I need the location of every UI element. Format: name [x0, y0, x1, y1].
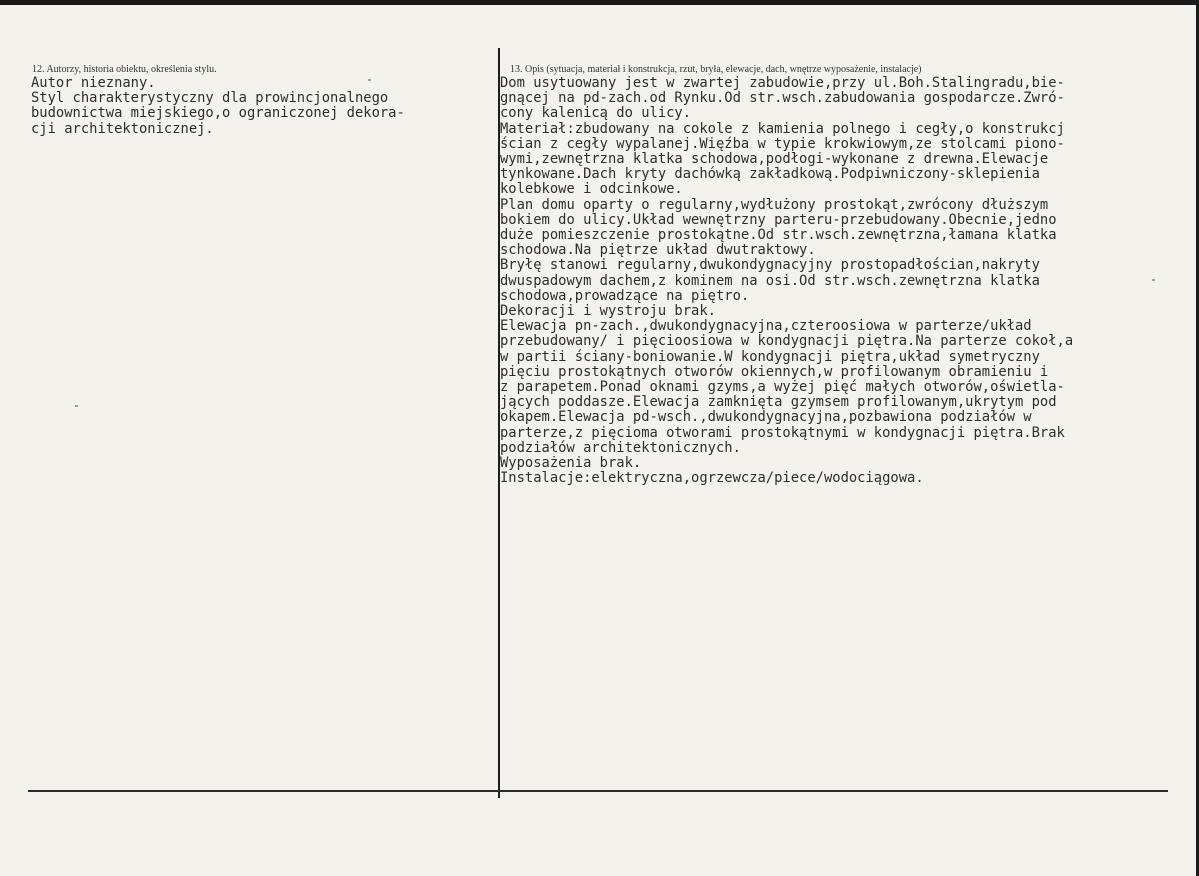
- typed-line: w partii ściany-boniowanie.W kondygnacji piętra,układ symetryczny: [500, 348, 1040, 365]
- typed-line: Instalacje:elektryczna,ogrzewcza/piece/wodociągowa.: [500, 470, 924, 487]
- typed-line: podziałów architektonicznych.: [500, 439, 741, 456]
- paper-speck: [1152, 279, 1155, 281]
- section-13-text: [500, 76, 1073, 486]
- paper-speck: [368, 79, 371, 81]
- typed-line: Wyposażenia brak.: [500, 455, 642, 472]
- typed-line: Bryłę stanowi regularny,dwukondygnacyjny prostopadłościan,nakryty: [500, 257, 1040, 274]
- section-12-header: 12. Autorzy, historia obiektu, określenia stylu.: [32, 64, 217, 75]
- bottom-rule: [28, 790, 1168, 792]
- section-12-text: [31, 76, 405, 137]
- typed-line: Plan domu oparty o regularny,wydłużony prostokąt,zwrócony dłuższym: [500, 196, 1049, 213]
- typed-line: Elewacja pn-zach.,dwukondygnacyjna,czteroosiowa w parterze/układ: [500, 318, 1032, 335]
- typed-line: Materiał:zbudowany na cokole z kamienia polnego i cegły,o konstrukcj: [500, 120, 1065, 137]
- paper-speck: [75, 405, 78, 407]
- typed-line: schodowa,prowadzące na piętro.: [500, 287, 750, 304]
- typed-line: dwuspadowym dachem,z kominem na osi.Od str.wsch.zewnętrzna klatka: [500, 272, 1040, 289]
- typed-line: okapem.Elewacja pd-wsch.,dwukondygnacyjna,pozbawiona podziałów w: [500, 409, 1032, 426]
- typed-line: duże pomieszczenie prostokątne.Od str.wsch.zewnętrzna,łamana klatka: [500, 227, 1057, 244]
- typed-line: budownictwa miejskiego,o ograniczonej dekora-: [31, 105, 405, 122]
- typed-line: pięciu prostokątnych otworów okiennych,w profilowanym obramieniu i: [500, 363, 1049, 380]
- typed-line: Dekoracji i wystroju brak.: [500, 303, 716, 320]
- typed-line: wymi,zewnętrzna klatka schodowa,podłogi-wykonane z drewna.Elewacje: [500, 151, 1049, 168]
- typed-line: cji architektonicznej.: [31, 120, 214, 137]
- typed-line: Styl charakterystyczny dla prowincjonalnego: [31, 90, 389, 107]
- typed-line: jących poddasze.Elewacja zamknięta gzymsem profilowanym,ukrytym pod: [500, 394, 1057, 411]
- section-13-header: 13. Opis (sytuacja, materiał i konstrukcja, rzut, bryła, elewacje, dach, wnętrze wyposażenie, instalacje): [510, 64, 922, 75]
- typed-line: Autor nieznany.: [31, 75, 156, 91]
- typed-line: kolebkowe i odcinkowe.: [500, 181, 683, 198]
- typed-line: tynkowane.Dach kryty dachówką zakładkową.Podpiwniczony-sklepienia: [500, 166, 1040, 183]
- typed-line: bokiem do ulicy.Układ wewnętrzny parteru-przebudowany.Obecnie,jedno: [500, 211, 1057, 228]
- typed-line: parterze,z pięcioma otworami prostokątnymi w kondygnacji piętra.Brak: [500, 424, 1065, 441]
- typed-line: Dom usytuowany jest w zwartej zabudowie,przy ul.Boh.Stalingradu,bie-: [500, 75, 1065, 91]
- typed-line: z parapetem.Ponad oknami gzyms,a wyżej pięć małych otworów,oświetla-: [500, 379, 1065, 396]
- top-border: [0, 0, 1199, 5]
- typed-line: ścian z cegły wypalanej.Więźba w typie krokwiowym,ze stolcami piono-: [500, 135, 1065, 152]
- typed-line: cony kalenicą do ulicy.: [500, 105, 692, 122]
- typed-line: przebudowany/ i pięcioosiowa w kondygnacji piętra.Na parterze cokoł,a: [500, 333, 1074, 350]
- typed-line: schodowa.Na piętrze układ dwutraktowy.: [500, 242, 816, 259]
- typed-line: gnącej na pd-zach.od Rynku.Od str.wsch.zabudowania gospodarcze.Zwró-: [500, 90, 1065, 107]
